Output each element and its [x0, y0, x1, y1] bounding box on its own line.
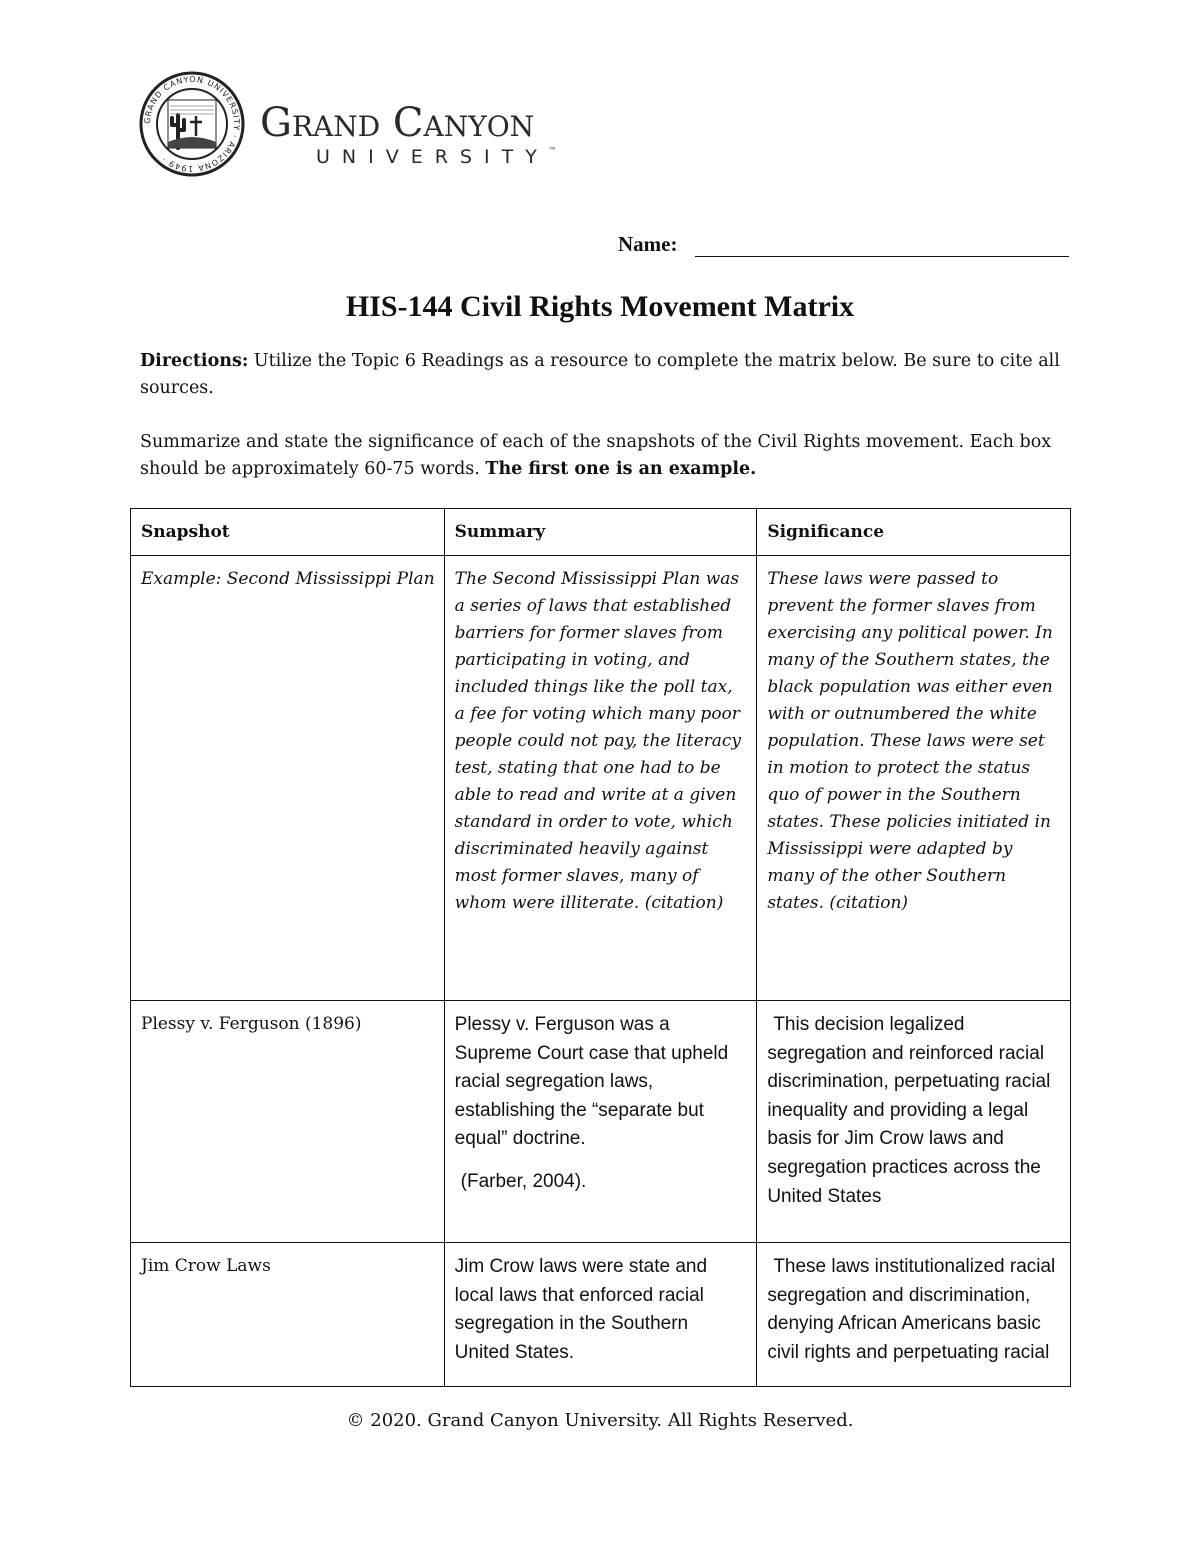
example-significance-cell: These laws were passed to prevent the former slaves from exercising any political power. In many of the Southern states, the black population was either even with or outnumbered the white population. These laws were set in motion to protect the status quo of power in the Southern states. These policies initiated in Mississippi were adapted by many of the other Southern states. (citation) — [757, 556, 1071, 1001]
table-row — [131, 1001, 1071, 1243]
brand-subtitle: UNIVERSITY™ — [316, 146, 557, 168]
header-snapshot: Snapshot — [131, 509, 445, 556]
copyright-footer: © 2020. Grand Canyon University. All Rights Reserved. — [346, 1410, 854, 1431]
university-seal-icon — [138, 70, 246, 178]
summary-text: Plessy v. Ferguson was a Supreme Court case that upheld racial segregation laws, establishing the “separate but equal” doctrine. — [454, 1014, 729, 1150]
page-title: HIS-144 Civil Rights Movement Matrix — [345, 290, 855, 323]
table-row — [131, 556, 1071, 1001]
header-significance: Significance — [757, 509, 1071, 556]
instructions-paragraph: Summarize and state the significance of each of the snapshots of the Civil Rights movement. Each box should be approximately 60-75 words. The first one is an example. — [140, 432, 1052, 479]
civil-rights-matrix — [130, 508, 1071, 1387]
name-field-line[interactable] — [695, 256, 1069, 257]
directions-block — [140, 348, 1070, 510]
name-label: Name: — [618, 232, 678, 256]
header-summary: Summary — [444, 509, 757, 556]
example-summary-cell: The Second Mississippi Plan was a series of laws that established barriers for former slaves from participating in voting, and included things like the poll tax, a fee for voting which many poor people could not pay, the literacy test, stating that one had to be able to read and write at a given standard in order to vote, which discriminated heavily against most former slaves, many of whom were illiterate. (citation) — [444, 556, 757, 1001]
brand-name: Grand Canyon — [260, 100, 535, 146]
table-row — [131, 1243, 1071, 1387]
snapshot-cell: Jim Crow Laws — [131, 1243, 445, 1387]
snapshot-cell: Plessy v. Ferguson (1896) — [131, 1001, 445, 1243]
summary-citation: (Farber, 2004). — [460, 1170, 587, 1192]
svg-text:GRAND CANYON UNIVERSITY · ARIZ: GRAND CANYON UNIVERSITY · ARIZONA 1949 · — [142, 74, 242, 174]
table-header-row — [131, 509, 1071, 556]
significance-cell[interactable]: This decision legalized segregation and reinforced racial discrimination, perpetuating racial inequality and providing a legal basis for Jim Crow laws and segregation practices across the United States — [757, 1001, 1071, 1243]
example-snapshot-cell: Example: Second Mississippi Plan — [131, 556, 445, 1001]
summary-cell[interactable] — [444, 1001, 757, 1243]
summary-cell[interactable]: Jim Crow laws were state and local laws that enforced racial segregation in the Southern United States. — [444, 1243, 757, 1387]
university-logo — [138, 70, 618, 180]
significance-cell[interactable]: These laws institutionalized racial segregation and discrimination, denying African Americans basic civil rights and perpetuating racial — [757, 1243, 1071, 1387]
directions-paragraph: Directions: Utilize the Topic 6 Readings as a resource to complete the matrix below. Be sure to cite all sources. — [140, 351, 1060, 398]
